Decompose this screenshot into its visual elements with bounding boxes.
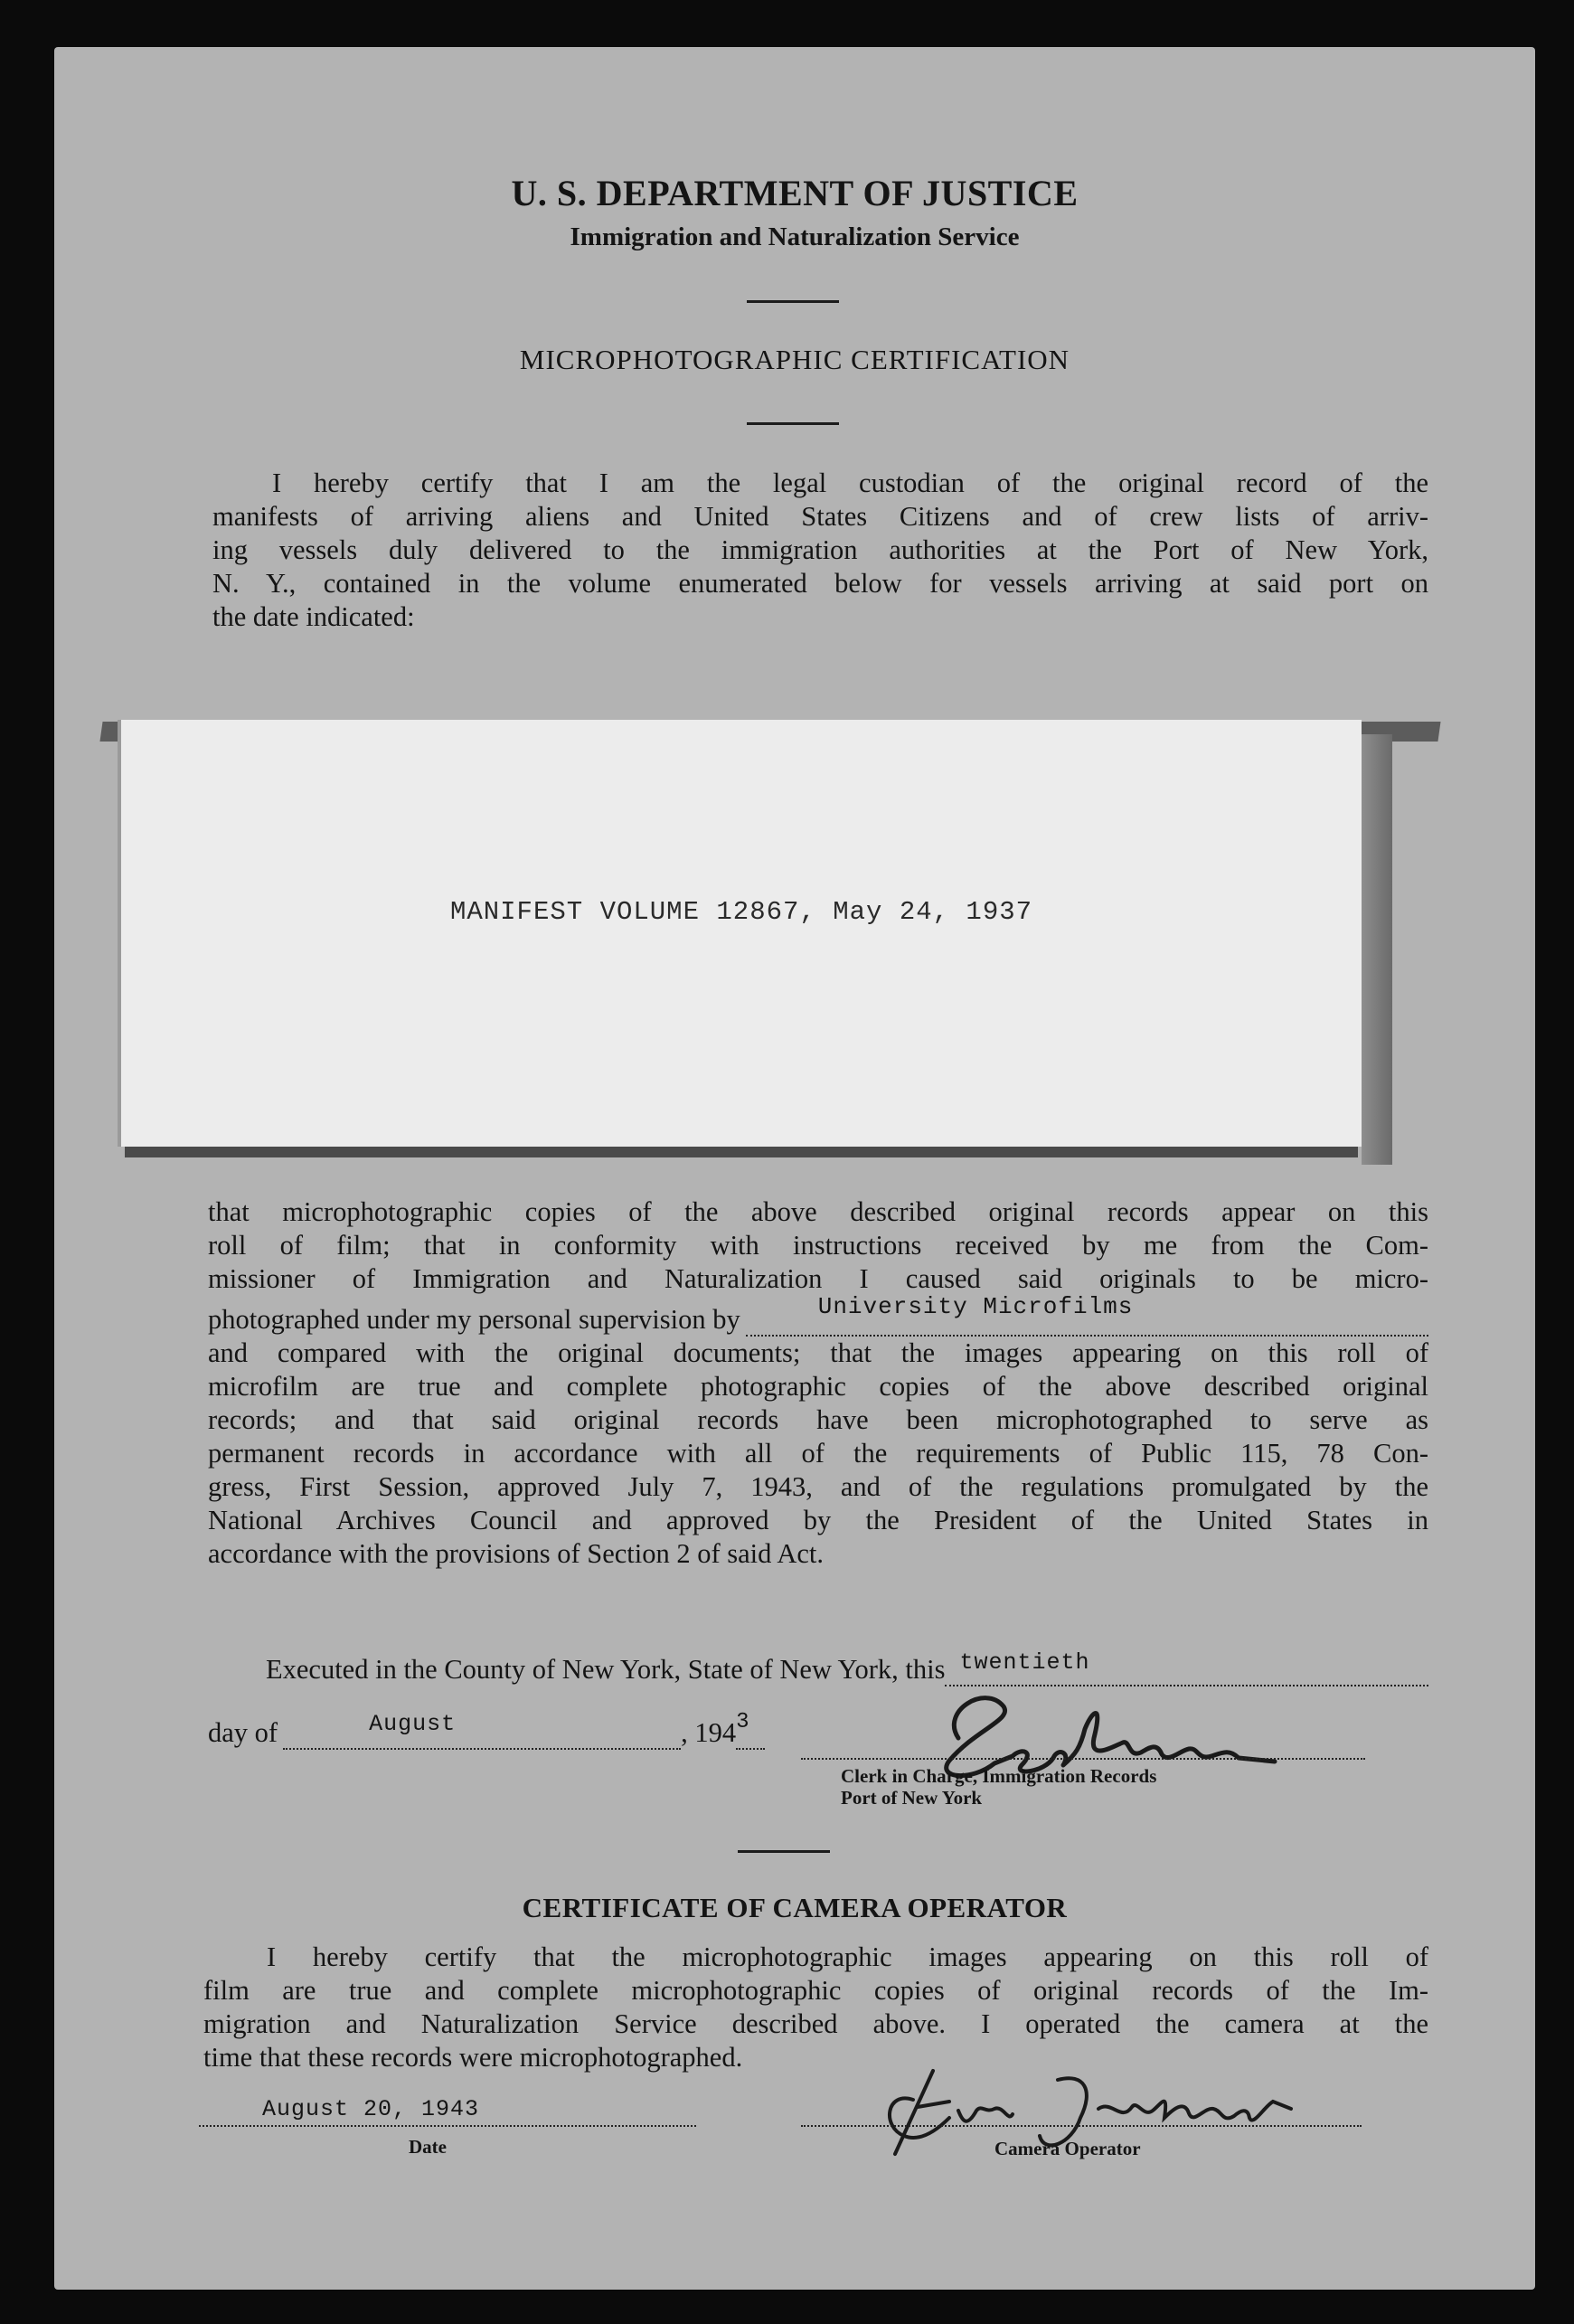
body-line: microfilm are true and complete photographic copies of the above described original [208, 1371, 1428, 1402]
clerk-location: Port of New York [841, 1787, 983, 1809]
year-fill [736, 1710, 765, 1750]
body-line: records; and that said original records have been microphotographed to serve as [208, 1404, 1428, 1435]
photographed-line [208, 1293, 1428, 1337]
intro-paragraph [212, 467, 1428, 634]
operator-label: Camera Operator [994, 2138, 1141, 2159]
section-divider [738, 1850, 830, 1853]
body-line: National Archives Council and approved by the President of the United States in [208, 1505, 1428, 1535]
body-line: gress, First Session, approved July 7, 1943, and of the regulations promulgated by the [208, 1471, 1428, 1502]
executed-month: August [369, 1711, 457, 1737]
camera-date-line [199, 2123, 696, 2127]
intro-line: N. Y., contained in the volume enumerated below for vessels arriving at said port on [212, 568, 1428, 599]
record-card-text: MANIFEST VOLUME 12867, May 24, 1937 [449, 897, 1033, 927]
body-line: permanent records in accordance with all of the requirements of Public 115, 78 Con- [208, 1438, 1428, 1469]
document-page [54, 47, 1535, 2290]
camera-date-value: August 20, 1943 [262, 2096, 480, 2122]
department-heading: U. S. DEPARTMENT OF JUSTICE [511, 173, 1079, 213]
camera-line: migration and Naturalization Service described above. I operated the camera at the [203, 2008, 1428, 2039]
body-line: missioner of Immigration and Naturalization I caused said originals to be micro- [208, 1263, 1428, 1294]
day-of-label: day of [208, 1717, 278, 1748]
intro-line: manifests of arriving aliens and United States Citizens and of crew lists of arriv- [212, 501, 1428, 532]
executed-day: twentieth [959, 1649, 1090, 1676]
header-divider-top [747, 300, 839, 303]
photographer-name: University Microfilms [817, 1293, 1134, 1320]
year-digit: 3 [736, 1710, 749, 1734]
record-card [121, 720, 1362, 1147]
camera-line: time that these records were microphotographed. [203, 2042, 743, 2073]
header-divider-bottom [747, 422, 839, 425]
photographer-fill [746, 1293, 1428, 1337]
body-line: accordance with the provisions of Section 2 of said Act. [208, 1538, 824, 1569]
body-line: that microphotographic copies of the above described original records appear on this [208, 1196, 1428, 1227]
clerk-signature-line [801, 1756, 1365, 1760]
certification-title: MICROPHOTOGRAPHIC CERTIFICATION [519, 344, 1070, 375]
service-subheading: Immigration and Naturalization Service [570, 222, 1020, 251]
intro-line: the date indicated: [212, 601, 415, 632]
operator-signature-line [801, 2123, 1362, 2127]
photographed-prefix: photographed under my personal supervision by [208, 1304, 740, 1335]
year-prefix: , 194 [681, 1717, 737, 1748]
camera-line: film are true and complete microphotographic copies of original records of the Im- [203, 1975, 1428, 2006]
camera-date-label: Date [409, 2136, 447, 2158]
camera-heading: CERTIFICATE OF CAMERA OPERATOR [522, 1892, 1068, 1923]
camera-line: I hereby certify that the microphotographic images appearing on this roll of [267, 1941, 1428, 1972]
day-of-line [208, 1710, 765, 1750]
record-card-shadow-right [1362, 734, 1392, 1165]
executed-prefix: Executed in the County of New York, State of New York, this [266, 1654, 946, 1685]
clerk-title: Clerk in Charge, Immigration Records [841, 1765, 1157, 1787]
body-line: and compared with the original documents; that the images appearing on this roll of [208, 1337, 1428, 1368]
intro-line: ing vessels duly delivered to the immigration authorities at the Port of New York, [212, 534, 1428, 565]
body-paragraph [208, 1195, 1428, 1571]
intro-line: I hereby certify that I am the legal custodian of the original record of the [272, 468, 1428, 498]
body-line: roll of film; that in conformity with instructions received by me from the Com- [208, 1230, 1428, 1261]
month-fill [283, 1711, 681, 1750]
